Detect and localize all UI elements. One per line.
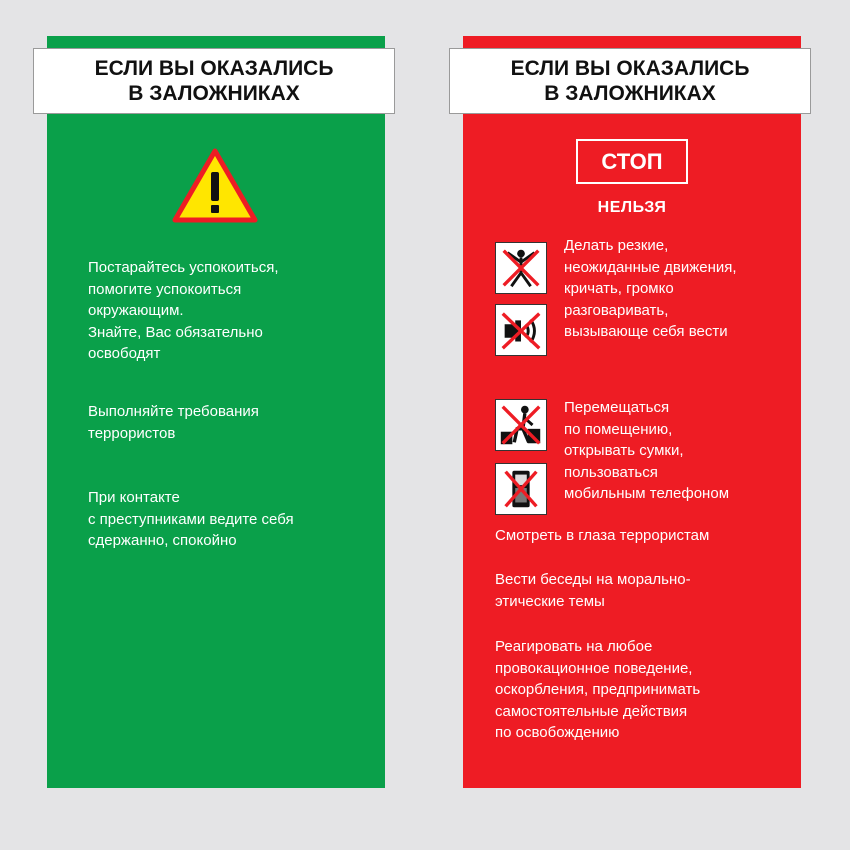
left-panel-title: ЕСЛИ ВЫ ОКАЗАЛИСЬ В ЗАЛОЖНИКАХ [94, 57, 334, 105]
stop-sign: СТОП [576, 139, 688, 184]
prohibited-item-5: Реагировать на любое провокационное поведение, оскорбления, предпринимать самостоятельные действия по освобождению [495, 638, 701, 741]
allowed-actions-panel [47, 36, 385, 788]
no-shouting-icon [495, 304, 547, 356]
stay-calm-advice: При контакте с преступниками ведите себя сдержанно, спокойно [88, 489, 294, 549]
prohibited-item-2: Перемещаться по помещению, открывать сумки, пользоваться мобильным телефоном [564, 399, 729, 502]
no-opening-bags-icon [495, 399, 547, 451]
prohibited-item-3: Смотреть в глаза террористам [495, 527, 710, 544]
no-mobile-phone-icon [495, 463, 547, 515]
left-panel-header [33, 48, 395, 114]
follow-demands-advice: Выполняйте требования террористов [88, 403, 259, 442]
right-panel-header [449, 48, 811, 114]
calm-down-advice: Постарайтесь успокоиться, помогите успокоиться окружающим. Знайте, Вас обязательно освободят [88, 259, 279, 362]
right-panel-title: ЕСЛИ ВЫ ОКАЗАЛИСЬ В ЗАЛОЖНИКАХ [510, 57, 750, 105]
no-sudden-movements-icon [495, 242, 547, 294]
prohibited-actions-panel [463, 36, 801, 788]
prohibited-item-4: Вести беседы на морально- этические темы [495, 571, 691, 610]
prohibited-item-1: Делать резкие, неожиданные движения, кричать, громко разговаривать, вызывающе себя вести [564, 237, 737, 340]
warning-triangle-icon [172, 148, 258, 224]
prohibited-subtitle: НЕЛЬЗЯ [597, 199, 667, 216]
